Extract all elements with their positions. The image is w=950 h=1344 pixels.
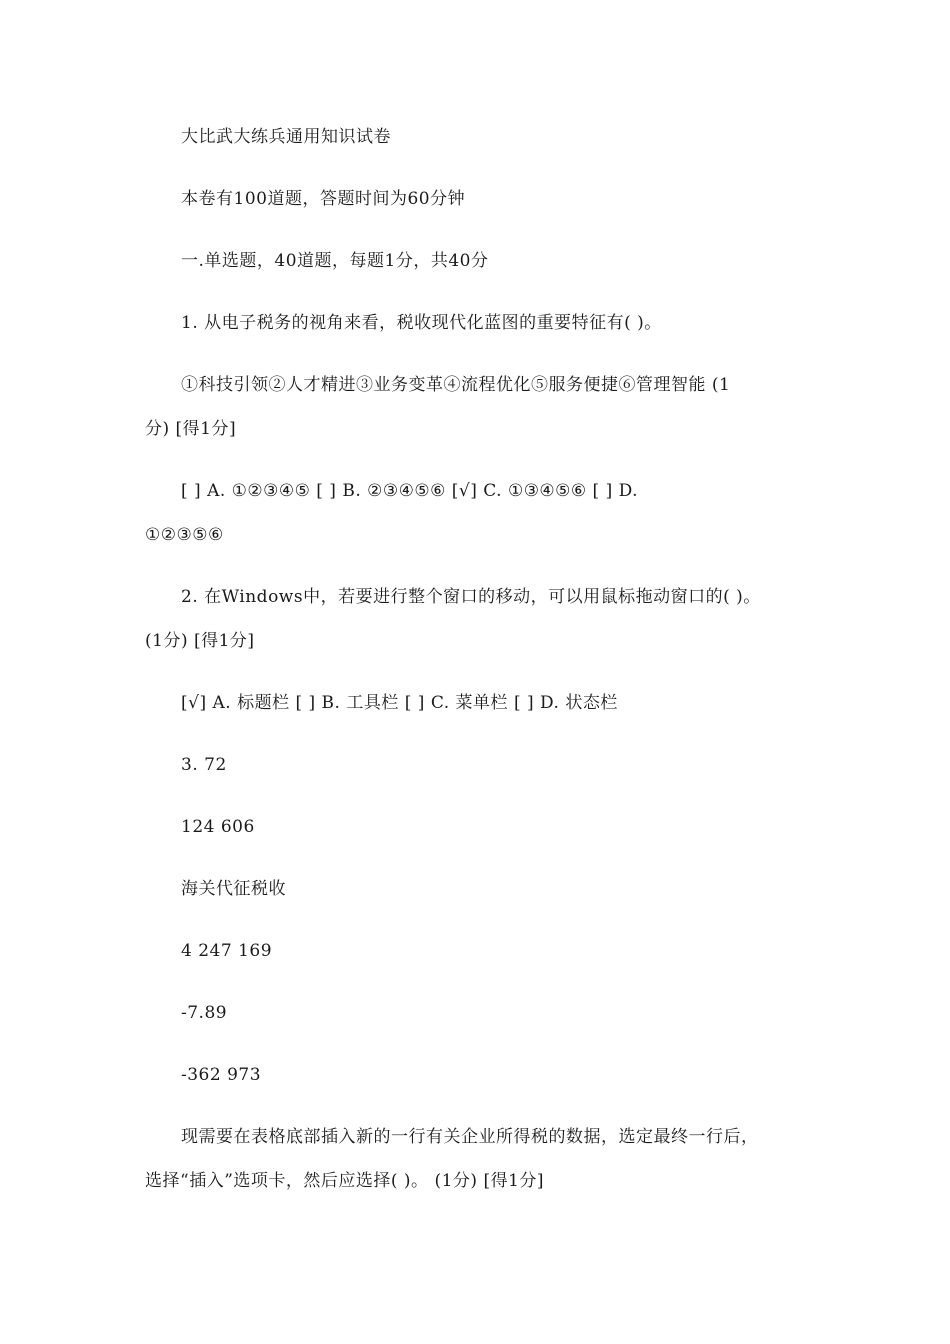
question-3-data-line: 124 606: [181, 817, 255, 837]
document-title: 大比武大练兵通用知识试卷: [181, 127, 391, 147]
question-3-data-line: 海关代征税收: [181, 879, 286, 899]
question-3-stem: 现需要在表格底部插入新的一行有关企业所得税的数据，选定最终一行后，: [181, 1127, 759, 1147]
question-1-options: [ ] A. ①②③④⑤ [ ] B. ②③④⑤⑥ [√] C. ①③④⑤⑥ [ ] D.: [181, 481, 639, 501]
question-1-stem: 1. 从电子税务的视角来看，税收现代化蓝图的重要特征有( )。: [181, 313, 662, 333]
question-3-stem-continued: 选择“插入”选项卡，然后应选择( )。 (1分) [得1分]: [145, 1171, 545, 1191]
question-3-data-line: 4 247 169: [181, 941, 273, 961]
question-2-stem: 2. 在Windows中，若要进行整个窗口的移动，可以用鼠标拖动窗口的( )。: [181, 587, 761, 607]
question-1-items-continued: 分) [得1分]: [145, 419, 237, 439]
question-2-stem-continued: (1分) [得1分]: [145, 631, 255, 651]
question-2-options: [√] A. 标题栏 [ ] B. 工具栏 [ ] C. 菜单栏 [ ] D. 状态栏: [181, 693, 618, 713]
question-3-data-line: -362 973: [181, 1065, 262, 1085]
question-3-number: 3. 72: [181, 755, 227, 775]
question-1-items: ①科技引领②人才精进③业务变革④流程优化⑤服务便捷⑥管理智能 (1: [181, 375, 731, 395]
exam-intro: 本卷有100道题，答题时间为60分钟: [181, 189, 466, 209]
question-3-data-line: -7.89: [181, 1003, 228, 1023]
section-heading: 一.单选题，40道题，每题1分，共40分: [181, 251, 489, 271]
question-1-options-continued: ①②③⑤⑥: [145, 525, 224, 545]
